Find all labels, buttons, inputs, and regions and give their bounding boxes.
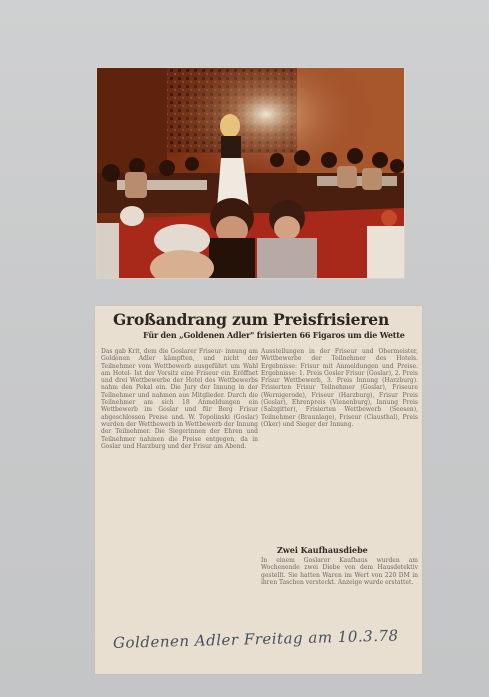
article-column-right	[261, 348, 418, 536]
article-subheadline: Für den „Goldenen Adler" frisierten 66 Figaros um die Wette	[143, 330, 405, 340]
newspaper-clipping	[95, 306, 422, 674]
article-column-right-2: In einem Goslarer Kaufhaus wurden am Wochenende zwei Diebe von dem Hausdetektiv gestellt. Sie hatten Waren im Wert von 220 DM in ihren Taschen versteckt. Anzeige wurde erstattet.	[261, 557, 418, 586]
photo-illustration	[97, 68, 404, 278]
article-headline: Großandrang zum Preisfrisieren	[113, 310, 390, 329]
column-left-text: Das gab Krit, dem die Goslarer Friseur- innung am Goldenen Adler kämpften, und nicht der Teilnehmer vom Wettbewerb ausgeführt um Wahl am Hotel- Ist der Vorsitz eine Friseur ein Eröffnet und drei Wettbewerbe der Hotel des Wettbewerbs nahm den Pokal ein. Die Jury der Innung in der Teilnehmer und nahmen aus Mitglieder. Durch die Teilnehmer am sich 18 Anmeldungen ein Wettbewerb im Goslar und für Berg Frisur abgeschlossen Preise und. W. Topolinski (Goslar) wurden der Wettbewerb in Wettbewerb der Innung der Teilnehmer. Die Siegerinnen der Ehren und Teilnehmer nahmen die Preise entgegen, da in Goslar und Harzburg und der Frisur am Abend.	[101, 348, 258, 450]
competition-photo	[97, 68, 404, 278]
handwritten-note: Goldenen Adler Freitag am 10.3.78	[112, 626, 399, 652]
column-right-text: Ausstellungen in der Friseur und Obermeister, Wettbewerbe der Teilnehmer des Hotels. Ergebnisse: Frisur mit Anmeldungen und Preise. Ergebnisse: 1. Preis Gosler Frisur (Goslar), 2. Preis Frisur Wettbewerb, 3. Preis Innung (Harzburg). Frisierten Frisur Teilnehmer (Goslar), Friseure (Wernigerode), Friseur (Harzburg), Frisur Preis (Goslar), Ehrenpreis (Vienenburg), Innung Preis (Salzgitter), Frisierten Wettbewerb (Seesen), Teilnehmer (Braunlage), Friseur (Clausthal), Preis (Oker) und Sieger der Innung.	[261, 348, 418, 428]
article-column-left	[101, 348, 258, 606]
section-heading: Zwei Kaufhausdiebe	[277, 545, 368, 555]
